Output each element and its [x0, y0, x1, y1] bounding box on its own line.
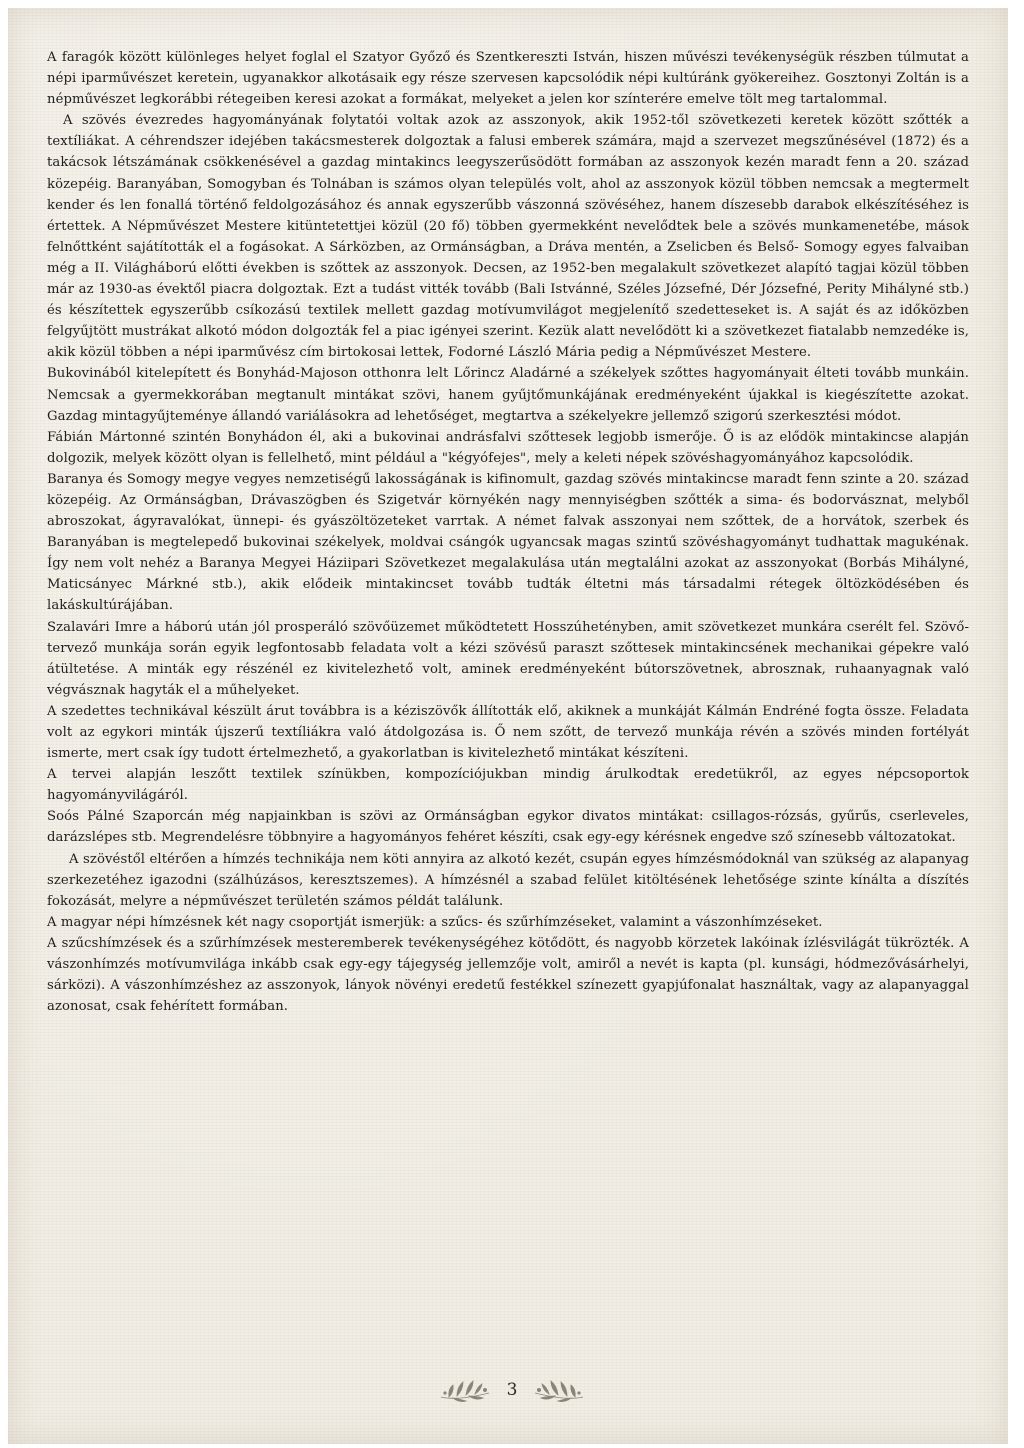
body-text: [47, 47, 969, 1017]
paragraph: A tervei alapján leszőtt textilek színükben, kompozíciójukban mindig árulkodtak eredetükről, az egyes népcsoportok hagyományvilágáról.: [47, 767, 969, 804]
left-leaf-ornament-icon: [439, 1375, 491, 1405]
paragraph: Baranya és Somogy megye vegyes nemzetiségű lakosságának is kifinomult, gazdag szövés mintakincse maradt fenn szinte a 20. század közepéig. Az Ormánságban, Drávaszögben és Szigetvár környékén nagy mennyiségben szőtték a sima- és bodorvásznat, melyből abroszokat, ágyravalókat, ünnepi- és gyászöltözeteket varrtak. A német falvak asszonyai nem szőttek, de a horvátok, szerbek és Baranyában is megtelepedő bukovinai székelyek, moldvai csángók ugyancsak magas szintű szövéshagyományt tudhattak magukénak. Így nem volt nehéz a Baranya Megyei Háziipari Szövetkezet megalakulása után megtalálni azokat az asszonyokat (Borbás Mihályné, Maticsányec Márkné stb.), akik elődeik mintakincset tovább tudták éltetni más társadalmi rétegek öltözködésében és lakáskultúrájában.: [47, 471, 969, 614]
paragraph: Fábián Mártonné szintén Bonyhádon él, aki a bukovinai andrásfalvi szőttesek legjobb ismerője. Ő is az elődök mintakincse alapján dolgozik, melyek között olyan is fellelhető, mint például a "kégyófejes", mely a keleti népek szövéshagyományához kapcsolódik.: [47, 429, 969, 466]
paragraph: A szövés évezredes hagyományának folytatói voltak azok az asszonyok, akik 1952-től szövetkezeti keretek között szőtték a textíliákat. A céhrendszer idejében takácsmesterek dolgoztak a falusi emberek számára, majd a szervezet megszűnésével (1872) és a takácsok létszámának csökkenésével a gazdag mintakincs leegyszerűsödött formában az asszonyok kezén maradt fenn a 20. század közepéig. Baranyában, Somogyban és Tolnában is számos olyan település volt, ahol az asszonyok közül többen nemcsak a megtermelt kender és len fonallá történő feldolgozásához és annak egyszerűbb vászonná szövéséhez, hanem díszesebb darabok elkészítéséhez is értettek. A Népművészet Mestere kitüntetettjei közül (20 fő) többen gyermekként nevelődtek bele a szövés munkamenetébe, mások felnőttként sajátították el a fogásokat. A Sárközben, az Ormánságban, a Dráva mentén, a Zselicben és Belső- Somogy egyes falvaiban még a II. Világháború előtti években is szőttek az asszonyok. Decsen, az 1952-ben megalakult szövetkezet alapító tagjai közül többen már az 1930-as évektől piacra dolgoztak. Ezt a tudást vitték tovább (Bali Istvánné, Széles Józsefné, Dér Józsefné, Perity Mihályné stb.) és készítettek egyszerűbb csíkozású textilek mellett gazdag motívumvilágot megjelenítő szedetteseket is. A saját és az időközben felgyűjtött mustrákat alkotó módon dolgozták fel a piac igényei szerint. Kezük alatt nevelődött ki a szövetkezet fiatalabb nemzedéke is, akik közül többen a népi iparművész cím birtokosai lettek, Fodorné László Mária pedig a Népművészet Mestere.: [47, 113, 969, 361]
paragraph: A szűcshímzések és a szűrhímzések mesteremberek tevékenységéhez kötődött, és nagyobb körzetek lakóinak ízlésvilágát tükrözték. A vászonhímzés motívumvilága inkább csak egy-egy tájegység jellemzője volt, amiről a nevét is kapta (pl. kunsági, hódmezővásárhelyi, sárközi). A vászonhímzéshez az asszonyok, lányok növényi eredetű festékkel színezett gyapjúfonalat használtak, vagy az alapanyaggal azonosat, csak fehérített formában.: [47, 935, 969, 1015]
right-leaf-ornament-icon: [533, 1375, 585, 1405]
page-footer: [0, 1371, 1024, 1409]
paragraph: A szövéstől eltérően a hímzés technikája nem köti annyira az alkotó kezét, csupán egyes hímzésmódoknál van szükség az alapanyag szerkezetéhez igazodni (szálhúzásos, keresztszemes). A hímzésnél a szabad felület kitöltésének lehetősége szinte kínálta a díszítés fokozását, melyre a népművészet területén számos példát találunk.: [47, 851, 969, 909]
page-number: 3: [506, 1380, 518, 1400]
paragraph: Szalavári Imre a háború után jól prosperáló szövőüzemet működtetett Hosszúhetényben, amit szövetkezet munkára cserélt fel. Szövő-tervező munkája során egyik legfontosabb feladata volt a kézi szövésű paraszt szőttesek mintakincsének mechanikai gépekre való átültetése. A minták egy részénél ez kivitelezhető volt, aminek eredményeként bútorszövetnek, abrosznak, ruhaanyagnak való végvásznak hagyták el a műhelyeket.: [47, 619, 969, 698]
paragraph: Bukovinából kitelepített és Bonyhád-Majoson otthonra lelt Lőrincz Aladárné a székelyek szőttes hagyományait élteti tovább munkáin. Nemcsak a gyermekkorában megtanult mintákat szövi, hanem gyűjtőmunkájának eredményeként újakkal is kiegészítette azokat. Gazdag mintagyűjteménye állandó variálásokra ad lehetőséget, megtartva a székelyekre jellemző szigorú szerkesztési módot.: [47, 366, 969, 424]
paragraph: A szedettes technikával készült árut továbbra is a kéziszövők állították elő, akiknek a munkáját Kálmán Endréné fogta össze. Feladata volt az egykori minták újszerű textíliákra való átdolgozása is. Ő nem szőtt, de tervező munkája révén a szövés minden fortélyát ismerte, mert csak így tudott értelmezhető, a gyakorlatban is kivitelezhető mintákat készíteni.: [47, 703, 969, 762]
paragraph: Soós Pálné Szaporcán még napjainkban is szövi az Ormánságban egykor divatos mintákat: csillagos-rózsás, gyűrűs, cserleveles, darázslépes stb. Megrendelésre többnyire a hagyományos fehéret készíti, csak egy-egy kérésnek engedve sző színesebb változatokat.: [47, 809, 969, 846]
paragraph: A magyar népi hímzésnek két nagy csoportját ismerjük: a szűcs- és szűrhímzéseket, valamint a vászonhímzéseket.: [47, 914, 823, 930]
paragraph: A faragók között különleges helyet foglal el Szatyor Győző és Szentkereszti István, hiszen művészi tevékenységük részben túlmutat a népi iparművészet keretein, ugyanakkor alkotásaik egy része szervesen kapcsolódik népi kultúránk gyökereihez. Gosztonyi Zoltán is a népművészet legkorábbi rétegeiben keresi azokat a formákat, melyeket a jelen kor színterére emelve tölt meg tartalommal.: [47, 50, 969, 108]
